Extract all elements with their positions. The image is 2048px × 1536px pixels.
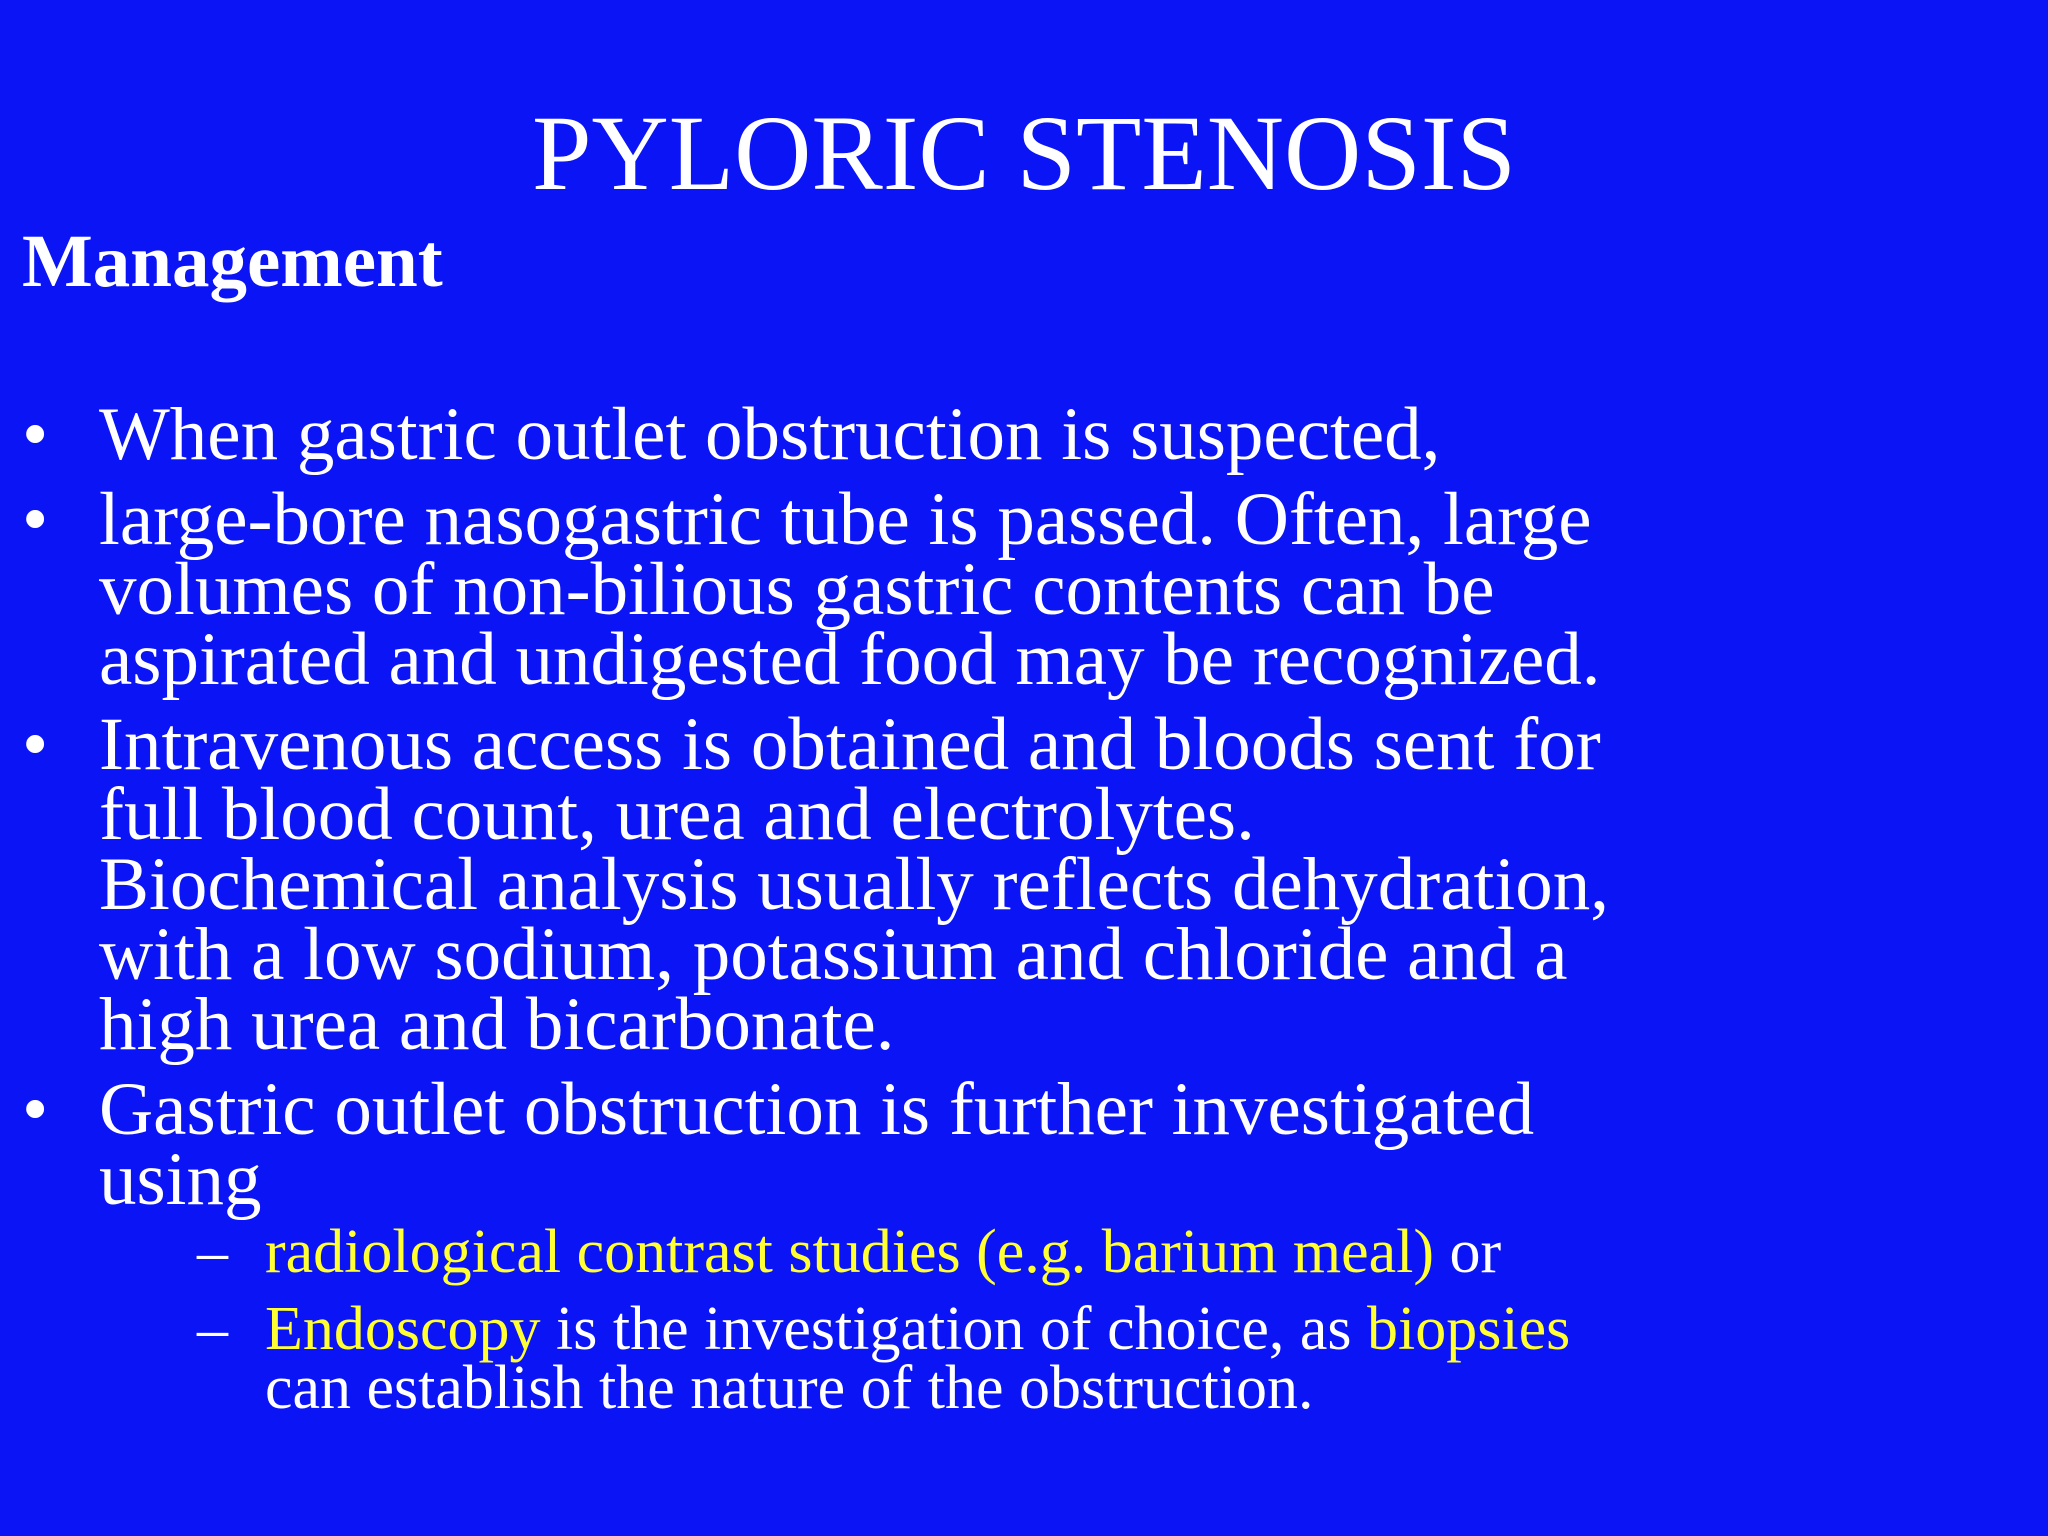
dash-marker: –	[197, 1218, 228, 1286]
highlight-text: biopsies	[1367, 1295, 1571, 1363]
sub-item	[99, 1295, 1722, 1422]
bullet-line: volumes of non-bilious gastric contents can be	[99, 548, 1495, 631]
sub-line	[265, 1295, 1722, 1363]
highlight-text: Endoscopy	[265, 1295, 541, 1363]
sub-text: is the investigation of choice, as	[540, 1295, 1367, 1363]
slide-subtitle: Management	[22, 220, 443, 303]
sub-line: can establish the nature of the obstruction.	[265, 1354, 1314, 1422]
bullet-item	[22, 478, 1722, 701]
bullet-marker: •	[22, 478, 49, 561]
bullet-line: with a low sodium, potassium and chloride and a	[99, 913, 1568, 996]
slide-title: PYLORIC STENOSIS	[532, 95, 1516, 213]
bullet-marker: •	[22, 393, 49, 476]
sub-line	[265, 1218, 1722, 1286]
bullet-line: large-bore nasogastric tube is passed. Often, large	[99, 478, 1592, 561]
sub-text: or	[1434, 1218, 1502, 1286]
bullet-line: aspirated and undigested food may be recognized.	[99, 618, 1601, 701]
sub-list	[99, 1218, 1722, 1422]
bullet-line: Biochemical analysis usually reflects dehydration,	[99, 843, 1609, 926]
bullet-line: When gastric outlet obstruction is suspected,	[99, 393, 1441, 476]
bullet-line: full blood count, urea and electrolytes.	[99, 773, 1255, 856]
bullet-line: Intravenous access is obtained and bloods sent for	[99, 703, 1601, 786]
dash-marker: –	[197, 1295, 228, 1363]
bullet-line: high urea and bicarbonate.	[99, 983, 895, 1066]
highlight-text: radiological contrast studies (e.g. barium meal)	[265, 1218, 1435, 1286]
bullet-marker: •	[22, 703, 49, 786]
sub-item	[99, 1218, 1722, 1286]
bullet-item	[22, 393, 1722, 476]
bullet-line: Gastric outlet obstruction is further investigated	[99, 1068, 1535, 1151]
bullet-list	[22, 393, 1722, 1436]
bullet-marker: •	[22, 1068, 49, 1151]
bullet-item	[22, 703, 1722, 1066]
bullet-item	[22, 1068, 1722, 1422]
bullet-line: using	[99, 1138, 262, 1221]
